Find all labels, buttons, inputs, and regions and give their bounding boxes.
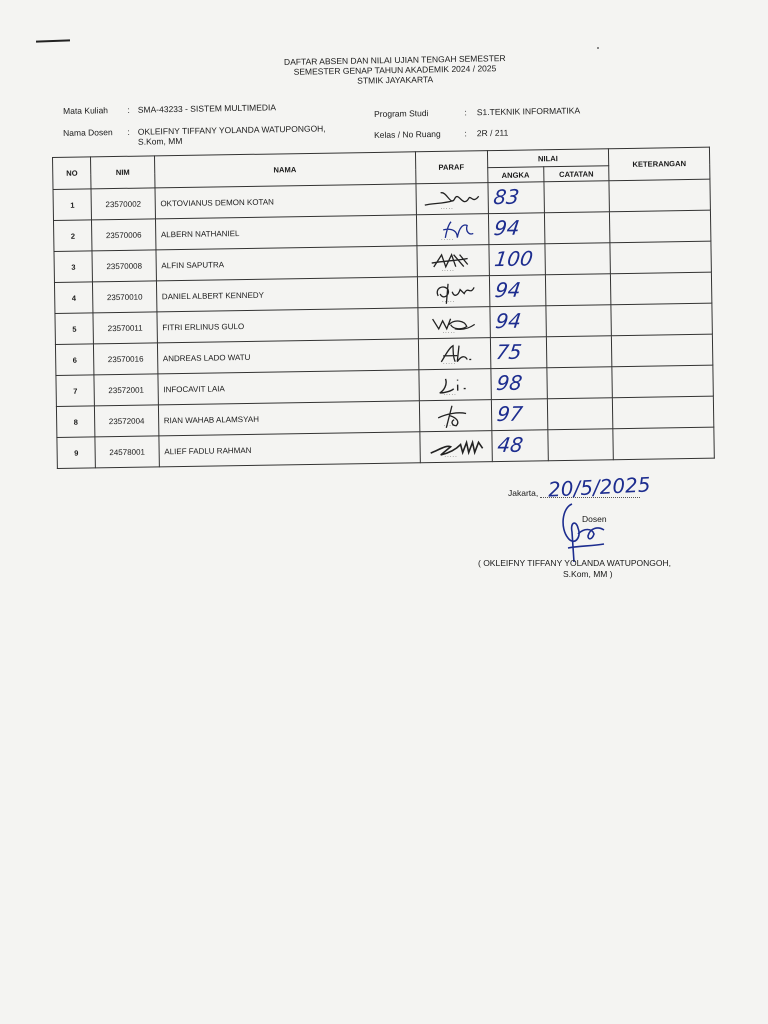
score-value: 100 xyxy=(492,246,534,272)
row-keterangan xyxy=(611,334,712,367)
row-no: 1 xyxy=(53,189,92,221)
row-nim: 23570011 xyxy=(93,312,157,344)
attendance-table xyxy=(52,147,715,469)
handwritten-date: 20/5/2025 xyxy=(547,472,652,502)
row-catatan xyxy=(547,367,613,399)
row-nama: DANIEL ALBERT KENNEDY xyxy=(156,277,417,312)
mata-kuliah-value: SMA-43233 - SISTEM MULTIMEDIA xyxy=(137,102,277,115)
colon: : xyxy=(464,107,467,118)
row-no: 2 xyxy=(53,220,92,252)
nama-dosen-title: S.Kom, MM xyxy=(137,135,183,147)
score-value: 94 xyxy=(493,277,522,303)
nama-dosen-label: Nama Dosen xyxy=(63,127,113,138)
score-value: 98 xyxy=(494,370,524,396)
score-value: 75 xyxy=(494,339,523,365)
signature-cell: ..... xyxy=(420,431,492,463)
row-catatan xyxy=(546,305,612,337)
header-institution: STMIK JAYAKARTA xyxy=(357,74,434,86)
row-nama: ALBERN NATHANIEL xyxy=(155,215,416,250)
colon: : xyxy=(464,128,467,139)
row-nim: 23570016 xyxy=(94,343,158,375)
col-catatan: CATATAN xyxy=(544,166,609,182)
row-catatan xyxy=(547,398,613,430)
col-nilai: NILAI xyxy=(487,149,609,168)
row-keterangan xyxy=(609,179,710,212)
score-value: 83 xyxy=(491,184,521,210)
row-nim: 23570002 xyxy=(91,188,155,220)
kelas-row xyxy=(374,128,508,140)
row-catatan xyxy=(544,212,610,244)
row-no: 8 xyxy=(56,406,95,438)
row-keterangan xyxy=(610,272,711,305)
signer-name: ( OKLEIFNY TIFFANY YOLANDA WATUPONGOH, xyxy=(478,558,672,568)
signature-cell: ..... xyxy=(416,183,488,215)
dosen-label: Dosen xyxy=(582,514,607,524)
row-catatan xyxy=(545,243,611,275)
speck xyxy=(597,47,599,49)
row-nim: 23572004 xyxy=(95,405,159,437)
row-keterangan xyxy=(612,365,713,398)
row-no: 4 xyxy=(54,282,93,314)
row-nama: INFOCAVIT LAIA xyxy=(158,370,419,405)
signer-block xyxy=(478,558,718,580)
row-nama: ALFIN SAPUTRA xyxy=(156,246,417,281)
row-nama: RIAN WAHAB ALAMSYAH xyxy=(158,401,419,436)
kelas-label: Kelas / No Ruang xyxy=(374,128,441,140)
row-catatan xyxy=(545,274,611,306)
col-angka: ANGKA xyxy=(487,167,544,183)
row-nim: 24578001 xyxy=(95,436,159,468)
row-nama: ALIEF FADLU RAHMAN xyxy=(159,432,420,467)
signature-cell: ..... xyxy=(418,307,490,339)
program-studi-label: Program Studi xyxy=(374,108,429,119)
row-nama: OKTOVIANUS DEMON KOTAN xyxy=(155,184,416,219)
score-value: 48 xyxy=(495,432,525,458)
mata-kuliah-label: Mata Kuliah xyxy=(63,105,109,116)
score-value: 94 xyxy=(492,215,521,241)
kelas-value: 2R / 211 xyxy=(476,127,509,139)
row-keterangan xyxy=(611,303,712,336)
row-no: 9 xyxy=(57,437,96,469)
signature-cell: ..... xyxy=(419,369,491,401)
row-keterangan xyxy=(612,396,713,429)
col-nim: NIM xyxy=(91,156,155,189)
row-catatan xyxy=(546,336,612,368)
row-nim: 23570006 xyxy=(92,219,156,251)
row-keterangan xyxy=(610,241,711,274)
col-no: NO xyxy=(53,157,92,190)
signature-cell: ..... xyxy=(417,276,489,308)
signature-cell: ..... xyxy=(416,214,488,246)
place-label: Jakarta, xyxy=(508,488,539,498)
signature-cell: ..... xyxy=(418,338,490,370)
header-semester: SEMESTER GENAP TAHUN AKADEMIK 2024 / 2025 xyxy=(293,63,497,77)
colon: : xyxy=(127,126,130,137)
row-keterangan xyxy=(610,210,711,243)
row-no: 5 xyxy=(55,313,94,345)
row-no: 7 xyxy=(56,375,95,407)
col-paraf: PARAF xyxy=(415,151,487,184)
signature-cell: ..... xyxy=(419,400,491,432)
score-value: 94 xyxy=(493,308,523,334)
col-nama: NAMA xyxy=(154,152,415,188)
row-nama: ANDREAS LADO WATU xyxy=(157,339,418,374)
row-no: 3 xyxy=(54,251,93,283)
row-catatan xyxy=(544,181,610,213)
row-nim: 23570008 xyxy=(92,250,156,282)
signature-cell: ..... xyxy=(417,245,489,277)
pen-mark xyxy=(36,39,70,42)
signer-title: S.Kom, MM ) xyxy=(563,569,613,579)
signature-icon xyxy=(426,434,490,461)
document-header xyxy=(200,52,590,89)
mata-kuliah-row xyxy=(63,102,276,116)
header-title: DAFTAR ABSEN DAN NILAI UJIAN TENGAH SEMESTER xyxy=(283,53,506,67)
col-keterangan: KETERANGAN xyxy=(609,147,710,181)
nama-dosen-row xyxy=(63,123,326,148)
nama-dosen-value: OKLEIFNY TIFFANY YOLANDA WATUPONGOH, xyxy=(137,123,326,137)
row-no: 6 xyxy=(55,344,94,376)
row-nama: FITRI ERLINUS GULO xyxy=(157,308,418,343)
row-catatan xyxy=(548,429,614,461)
row-nim: 23572001 xyxy=(94,374,158,406)
colon: : xyxy=(127,104,130,115)
program-studi-row xyxy=(374,105,580,119)
row-keterangan xyxy=(613,427,714,460)
score-value: 97 xyxy=(495,401,524,427)
row-nim: 23570010 xyxy=(93,281,157,313)
program-studi-value: S1.TEKNIK INFORMATIKA xyxy=(476,105,581,118)
